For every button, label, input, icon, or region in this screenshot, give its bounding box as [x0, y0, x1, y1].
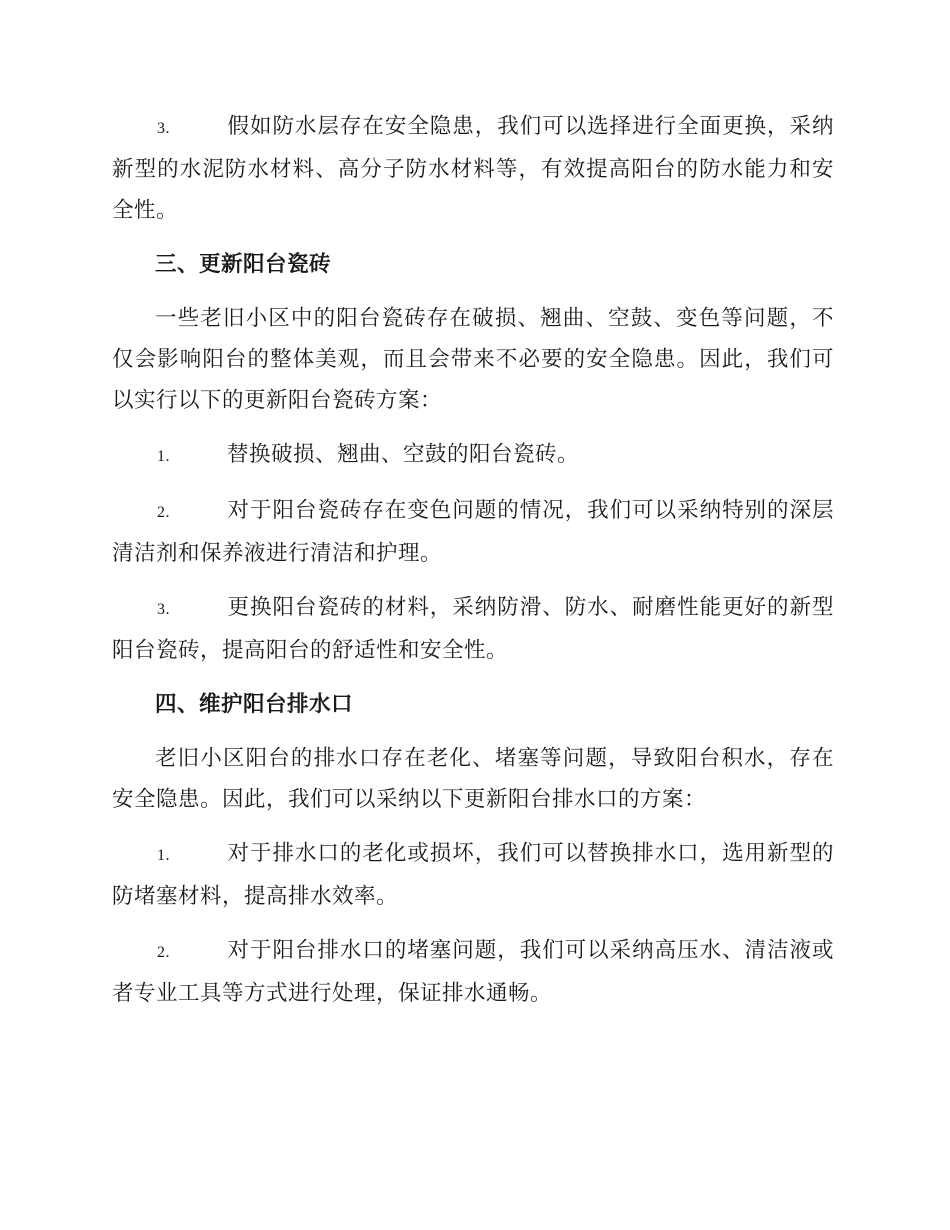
list-number: 1. [157, 847, 170, 864]
list-text: 替换破损、翘曲、空鼓的阳台瓷砖。 [227, 442, 580, 467]
list-text: 对于阳台瓷砖存在变色问题的情况，我们可以采纳特别的深层清洁剂和保养液进行清洁和护理。 [112, 498, 834, 566]
list-number: 3. [157, 601, 170, 618]
list-item [112, 434, 834, 477]
list-text: 对于阳台排水口的堵塞问题，我们可以采纳高压水、清洁液或者专业工具等方式进行处理，保证排水通畅。 [112, 938, 834, 1006]
list-text: 更换阳台瓷砖的材料，采纳防滑、防水、耐磨性能更好的新型阳台瓷砖，提高阳台的舒适性和安全性。 [112, 595, 834, 663]
list-number: 3. [157, 120, 170, 137]
list-item [112, 490, 834, 574]
paragraph: 一些老旧小区中的阳台瓷砖存在破损、翘曲、空鼓、变色等问题，不仅会影响阳台的整体美观，而且会带来不必要的安全隐患。因此，我们可以实行以下的更新阳台瓷砖方案： [112, 306, 834, 413]
paragraph: 老旧小区阳台的排水口存在老化、堵塞等问题，导致阳台积水，存在安全隐患。因此，我们可以采纳以下更新阳台排水口的方案： [112, 746, 834, 812]
section-heading: 四、维护阳台排水口 [155, 692, 354, 717]
list-text: 对于排水口的老化或损坏，我们可以替换排水口，选用新型的防堵塞材料，提高排水效率。 [112, 841, 834, 909]
list-item [112, 930, 834, 1014]
list-item [112, 106, 834, 231]
list-number: 2. [157, 504, 170, 521]
document-page [112, 106, 834, 1027]
list-number: 1. [157, 448, 170, 465]
section-heading: 三、更新阳台瓷砖 [155, 252, 332, 277]
list-number: 2. [157, 944, 170, 961]
list-item [112, 587, 834, 671]
list-text: 假如防水层存在安全隐患，我们可以选择进行全面更换，采纳新型的水泥防水材料、高分子防水材料等，有效提高阳台的防水能力和安全性。 [112, 114, 834, 223]
list-item [112, 833, 834, 917]
